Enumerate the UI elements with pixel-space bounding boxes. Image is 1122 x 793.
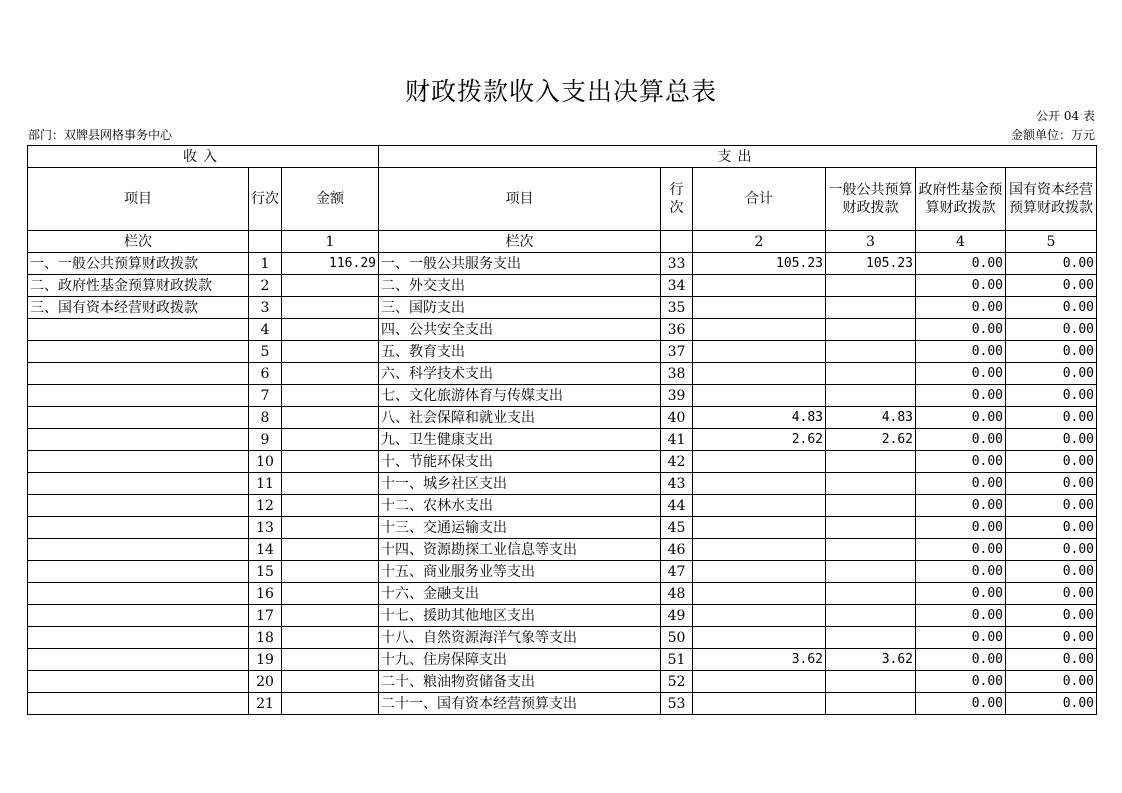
income-amount-cell: [282, 583, 379, 605]
expense-row-no-cell: 36: [661, 319, 693, 341]
income-amount-cell: [282, 693, 379, 715]
expense-item-cell: 六、科学技术支出: [379, 363, 661, 385]
table-row: [28, 297, 1097, 319]
expense-row-no-cell: 37: [661, 341, 693, 363]
income-amount-cell: [282, 275, 379, 297]
expense-row-no-cell: 46: [661, 539, 693, 561]
expense-row-no-cell: 47: [661, 561, 693, 583]
income-amount-cell: [282, 517, 379, 539]
general-budget-cell: [826, 517, 916, 539]
state-capital-cell: 0.00: [1006, 363, 1097, 385]
general-budget-cell: 3.62: [826, 649, 916, 671]
general-budget-cell: [826, 671, 916, 693]
gov-fund-cell: 0.00: [916, 385, 1006, 407]
state-capital-cell: 0.00: [1006, 341, 1097, 363]
expense-item-cell: 十九、住房保障支出: [379, 649, 661, 671]
general-budget-cell: [826, 539, 916, 561]
state-capital-cell: 0.00: [1006, 319, 1097, 341]
total-cell: 105.23: [693, 253, 826, 275]
lanci-label-2: 栏次: [379, 231, 661, 253]
gov-fund-cell: 0.00: [916, 451, 1006, 473]
column-header-row: [28, 168, 1097, 231]
income-amount-cell: [282, 385, 379, 407]
income-amount-cell: [282, 407, 379, 429]
total-cell: [693, 561, 826, 583]
table-row: [28, 517, 1097, 539]
income-item-header: 项目: [28, 168, 249, 231]
state-capital-cell: 0.00: [1006, 407, 1097, 429]
income-row-no-cell: 18: [249, 627, 282, 649]
general-budget-cell: [826, 561, 916, 583]
income-amount-cell: [282, 627, 379, 649]
table-row: [28, 473, 1097, 495]
table-row: [28, 253, 1097, 275]
expense-item-cell: 十四、资源勘探工业信息等支出: [379, 539, 661, 561]
table-row: [28, 407, 1097, 429]
expense-row-no-cell: 38: [661, 363, 693, 385]
expense-row-no-cell: 52: [661, 671, 693, 693]
gov-fund-cell: 0.00: [916, 319, 1006, 341]
income-item-cell: 一、一般公共预算财政拨款: [28, 253, 249, 275]
income-amount-cell: [282, 363, 379, 385]
total-cell: 3.62: [693, 649, 826, 671]
total-cell: [693, 583, 826, 605]
gov-fund-cell: 0.00: [916, 297, 1006, 319]
state-capital-header: 国有资本经营预算财政拨款: [1006, 168, 1097, 231]
income-row-no-cell: 13: [249, 517, 282, 539]
expense-row-no-cell: 53: [661, 693, 693, 715]
income-item-cell: [28, 693, 249, 715]
general-budget-header: 一般公共预算财政拨款: [826, 168, 916, 231]
table-row: [28, 341, 1097, 363]
expense-item-cell: 三、国防支出: [379, 297, 661, 319]
expense-row-no-cell: 34: [661, 275, 693, 297]
table-row: [28, 385, 1097, 407]
expense-row-no-cell: 50: [661, 627, 693, 649]
gov-fund-cell: 0.00: [916, 539, 1006, 561]
income-section-header: 收入: [28, 146, 379, 168]
lanci-c3: 3: [826, 231, 916, 253]
gov-fund-cell: 0.00: [916, 649, 1006, 671]
expense-row-no-cell: 51: [661, 649, 693, 671]
expense-item-cell: 一、一般公共服务支出: [379, 253, 661, 275]
total-cell: [693, 275, 826, 297]
lanci-empty: [249, 231, 282, 253]
state-capital-cell: 0.00: [1006, 539, 1097, 561]
gov-fund-cell: 0.00: [916, 517, 1006, 539]
income-row-no-cell: 20: [249, 671, 282, 693]
general-budget-cell: [826, 319, 916, 341]
expense-row-no-cell: 39: [661, 385, 693, 407]
table-row: [28, 451, 1097, 473]
income-item-cell: [28, 495, 249, 517]
gov-fund-cell: 0.00: [916, 341, 1006, 363]
income-item-cell: [28, 407, 249, 429]
state-capital-cell: 0.00: [1006, 253, 1097, 275]
total-cell: [693, 517, 826, 539]
general-budget-cell: [826, 583, 916, 605]
total-cell: [693, 473, 826, 495]
general-budget-cell: [826, 605, 916, 627]
state-capital-cell: 0.00: [1006, 583, 1097, 605]
lanci-label: 栏次: [28, 231, 249, 253]
income-amount-cell: [282, 297, 379, 319]
lanci-c1: 1: [282, 231, 379, 253]
gov-fund-cell: 0.00: [916, 363, 1006, 385]
total-cell: [693, 495, 826, 517]
expense-item-cell: 二十一、国有资本经营预算支出: [379, 693, 661, 715]
income-amount-cell: [282, 671, 379, 693]
expense-row-no-cell: 35: [661, 297, 693, 319]
table-row: [28, 429, 1097, 451]
income-row-no-cell: 11: [249, 473, 282, 495]
general-budget-cell: [826, 473, 916, 495]
lanci-c2: 2: [693, 231, 826, 253]
general-budget-cell: [826, 363, 916, 385]
income-amount-cell: [282, 319, 379, 341]
gov-fund-cell: 0.00: [916, 561, 1006, 583]
total-cell: [693, 363, 826, 385]
income-amount-cell: [282, 649, 379, 671]
expense-row-no-cell: 33: [661, 253, 693, 275]
income-item-cell: [28, 363, 249, 385]
income-row-no-cell: 16: [249, 583, 282, 605]
income-row-no-cell: 8: [249, 407, 282, 429]
expense-item-cell: 十八、自然资源海洋气象等支出: [379, 627, 661, 649]
total-cell: 2.62: [693, 429, 826, 451]
income-item-cell: [28, 539, 249, 561]
income-row-no-cell: 4: [249, 319, 282, 341]
expense-item-cell: 十三、交通运输支出: [379, 517, 661, 539]
state-capital-cell: 0.00: [1006, 275, 1097, 297]
expense-item-cell: 八、社会保障和就业支出: [379, 407, 661, 429]
table-row: [28, 583, 1097, 605]
table-row: [28, 495, 1097, 517]
total-cell: [693, 385, 826, 407]
department-label: 部门：双牌县网格事务中心: [28, 128, 173, 142]
gov-fund-cell: 0.00: [916, 429, 1006, 451]
expense-row-no-header: 行次: [661, 168, 693, 231]
income-row-no-cell: 3: [249, 297, 282, 319]
gov-fund-cell: 0.00: [916, 627, 1006, 649]
income-amount-cell: [282, 561, 379, 583]
income-row-no-cell: 15: [249, 561, 282, 583]
expense-item-cell: 十一、城乡社区支出: [379, 473, 661, 495]
table-row: [28, 627, 1097, 649]
expense-item-cell: 九、卫生健康支出: [379, 429, 661, 451]
gov-fund-cell: 0.00: [916, 253, 1006, 275]
table-row: [28, 363, 1097, 385]
income-row-no-cell: 1: [249, 253, 282, 275]
unit-label: 金额单位：万元: [1010, 128, 1095, 142]
expense-row-no-cell: 43: [661, 473, 693, 495]
income-item-cell: [28, 385, 249, 407]
income-item-cell: [28, 561, 249, 583]
table-row: [28, 319, 1097, 341]
income-row-no-cell: 7: [249, 385, 282, 407]
general-budget-cell: 4.83: [826, 407, 916, 429]
general-budget-cell: [826, 627, 916, 649]
lanci-c4: 4: [916, 231, 1006, 253]
income-row-no-header: 行次: [249, 168, 282, 231]
income-amount-cell: [282, 539, 379, 561]
column-number-row: [28, 231, 1097, 253]
total-cell: 4.83: [693, 407, 826, 429]
total-cell: [693, 671, 826, 693]
gov-fund-cell: 0.00: [916, 605, 1006, 627]
state-capital-cell: 0.00: [1006, 473, 1097, 495]
general-budget-cell: 2.62: [826, 429, 916, 451]
general-budget-cell: [826, 341, 916, 363]
table-row: [28, 275, 1097, 297]
table-row: [28, 539, 1097, 561]
income-item-cell: [28, 583, 249, 605]
expense-item-cell: 二十、粮油物资储备支出: [379, 671, 661, 693]
expense-item-cell: 五、教育支出: [379, 341, 661, 363]
general-budget-cell: [826, 693, 916, 715]
income-item-cell: [28, 451, 249, 473]
table-row: [28, 561, 1097, 583]
income-item-cell: [28, 671, 249, 693]
income-amount-cell: [282, 605, 379, 627]
table-row: [28, 649, 1097, 671]
general-budget-cell: 105.23: [826, 253, 916, 275]
income-row-no-cell: 17: [249, 605, 282, 627]
report-title: 财政拨款收入支出决算总表: [404, 77, 717, 106]
expense-row-no-cell: 42: [661, 451, 693, 473]
expense-row-no-cell: 44: [661, 495, 693, 517]
gov-fund-cell: 0.00: [916, 583, 1006, 605]
state-capital-cell: 0.00: [1006, 429, 1097, 451]
income-amount-cell: [282, 429, 379, 451]
table-row: [28, 693, 1097, 715]
income-item-cell: [28, 341, 249, 363]
income-row-no-cell: 14: [249, 539, 282, 561]
income-amount-cell: 116.29: [282, 253, 379, 275]
income-item-cell: [28, 605, 249, 627]
gov-fund-cell: 0.00: [916, 473, 1006, 495]
state-capital-cell: 0.00: [1006, 495, 1097, 517]
income-row-no-cell: 9: [249, 429, 282, 451]
income-row-no-cell: 10: [249, 451, 282, 473]
total-cell: [693, 539, 826, 561]
expense-row-no-cell: 40: [661, 407, 693, 429]
income-amount-cell: [282, 495, 379, 517]
income-item-cell: [28, 319, 249, 341]
gov-fund-header: 政府性基金预算财政拨款: [916, 168, 1006, 231]
expense-row-no-cell: 41: [661, 429, 693, 451]
state-capital-cell: 0.00: [1006, 385, 1097, 407]
state-capital-cell: 0.00: [1006, 649, 1097, 671]
income-item-cell: [28, 517, 249, 539]
form-number: 公开 04 表: [1036, 109, 1095, 123]
income-amount-cell: [282, 473, 379, 495]
gov-fund-cell: 0.00: [916, 671, 1006, 693]
state-capital-cell: 0.00: [1006, 627, 1097, 649]
state-capital-cell: 0.00: [1006, 693, 1097, 715]
expense-item-cell: 四、公共安全支出: [379, 319, 661, 341]
general-budget-cell: [826, 275, 916, 297]
table-row: [28, 605, 1097, 627]
gov-fund-cell: 0.00: [916, 693, 1006, 715]
expense-item-cell: 十五、商业服务业等支出: [379, 561, 661, 583]
income-row-no-cell: 5: [249, 341, 282, 363]
budget-table: [27, 145, 1097, 715]
state-capital-cell: 0.00: [1006, 451, 1097, 473]
expense-item-cell: 十七、援助其他地区支出: [379, 605, 661, 627]
income-amount-cell: [282, 341, 379, 363]
general-budget-cell: [826, 297, 916, 319]
income-item-cell: 三、国有资本经营财政拨款: [28, 297, 249, 319]
income-item-cell: 二、政府性基金预算财政拨款: [28, 275, 249, 297]
total-cell: [693, 341, 826, 363]
total-cell: [693, 605, 826, 627]
total-cell: [693, 319, 826, 341]
expense-item-cell: 七、文化旅游体育与传媒支出: [379, 385, 661, 407]
state-capital-cell: 0.00: [1006, 517, 1097, 539]
general-budget-cell: [826, 451, 916, 473]
income-item-cell: [28, 473, 249, 495]
income-item-cell: [28, 627, 249, 649]
total-cell: [693, 693, 826, 715]
expense-item-cell: 二、外交支出: [379, 275, 661, 297]
section-header-row: [28, 146, 1097, 168]
income-row-no-cell: 2: [249, 275, 282, 297]
expense-row-no-cell: 45: [661, 517, 693, 539]
expense-row-no-cell: 49: [661, 605, 693, 627]
state-capital-cell: 0.00: [1006, 605, 1097, 627]
expense-item-cell: 十六、金融支出: [379, 583, 661, 605]
income-row-no-cell: 12: [249, 495, 282, 517]
income-row-no-cell: 21: [249, 693, 282, 715]
total-cell: [693, 297, 826, 319]
income-row-no-cell: 19: [249, 649, 282, 671]
income-item-cell: [28, 649, 249, 671]
state-capital-cell: 0.00: [1006, 561, 1097, 583]
table-row: [28, 671, 1097, 693]
gov-fund-cell: 0.00: [916, 495, 1006, 517]
lanci-empty-2: [661, 231, 693, 253]
general-budget-cell: [826, 495, 916, 517]
expense-item-cell: 十、节能环保支出: [379, 451, 661, 473]
state-capital-cell: 0.00: [1006, 671, 1097, 693]
expense-item-header: 项目: [379, 168, 661, 231]
expense-row-no-cell: 48: [661, 583, 693, 605]
income-amount-header: 金额: [282, 168, 379, 231]
gov-fund-cell: 0.00: [916, 407, 1006, 429]
gov-fund-cell: 0.00: [916, 275, 1006, 297]
total-header: 合计: [693, 168, 826, 231]
state-capital-cell: 0.00: [1006, 297, 1097, 319]
general-budget-cell: [826, 385, 916, 407]
expense-item-cell: 十二、农林水支出: [379, 495, 661, 517]
income-amount-cell: [282, 451, 379, 473]
total-cell: [693, 627, 826, 649]
lanci-c5: 5: [1006, 231, 1097, 253]
income-item-cell: [28, 429, 249, 451]
income-row-no-cell: 6: [249, 363, 282, 385]
expense-section-header: 支出: [379, 146, 1097, 168]
total-cell: [693, 451, 826, 473]
